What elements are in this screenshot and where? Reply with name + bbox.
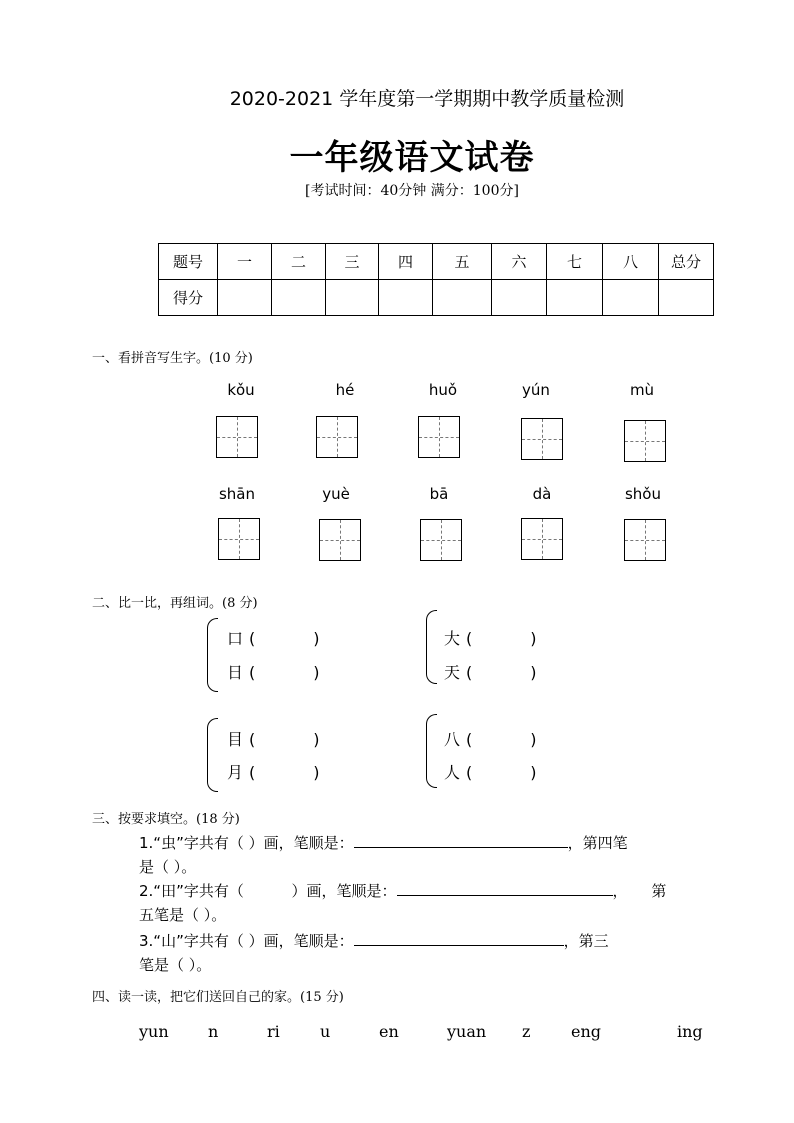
paren-close: ): [313, 663, 320, 682]
question-text: ， 第: [612, 882, 667, 900]
syllable-card[interactable]: ing: [677, 1022, 703, 1041]
paren-open: (: [466, 629, 473, 648]
syllable-card[interactable]: eng: [571, 1022, 602, 1041]
score-cell: 八: [603, 244, 659, 280]
char-pair-item: [444, 727, 546, 750]
stroke-order-blank[interactable]: [354, 833, 568, 848]
pinyin-label: yún: [522, 381, 550, 399]
char: 口: [227, 629, 244, 648]
char-pair-item: [444, 626, 546, 649]
pinyin-label: dà: [532, 485, 552, 503]
paren-open: (: [466, 663, 473, 682]
score-cell: 一: [218, 244, 272, 280]
paren-close: ): [530, 629, 537, 648]
tianzige-box[interactable]: [316, 416, 358, 458]
score-cell: 三: [326, 244, 379, 280]
char: 八: [444, 730, 461, 749]
score-blank[interactable]: [659, 280, 714, 316]
exam-title: 一年级语文试卷: [289, 138, 535, 178]
question-text: ，第四笔: [567, 834, 628, 852]
question-3-2: [139, 880, 666, 901]
stroke-order-blank[interactable]: [397, 881, 613, 896]
char-pair-item: [227, 660, 329, 683]
paren-open: (: [249, 763, 256, 782]
paren-close: ): [313, 763, 320, 782]
tianzige-box[interactable]: [420, 519, 462, 561]
paren-open: (: [466, 730, 473, 749]
brace: [426, 610, 437, 684]
exam-info: [考试时间：40分钟 满分：100分]: [305, 183, 519, 199]
paren-open: (: [249, 663, 256, 682]
score-table-header-row: [159, 244, 714, 280]
score-table-score-row: [159, 280, 714, 316]
question-text: 2.“田”字共有（ ）画，笔顺是：: [139, 882, 397, 900]
score-cell: 题号: [159, 244, 218, 280]
question-3-1-cont: 是（ ）。: [139, 858, 197, 876]
score-blank[interactable]: [603, 280, 659, 316]
score-row-label: 得分: [159, 280, 218, 316]
question-3-3: [139, 930, 609, 951]
score-blank[interactable]: [379, 280, 433, 316]
section-1-heading: 一、看拼音写生字。(10 分): [92, 351, 253, 366]
char-pair-item: [444, 660, 546, 683]
pinyin-label: hé: [335, 381, 355, 399]
paren-close: ): [530, 663, 537, 682]
syllable-card[interactable]: en: [379, 1022, 399, 1041]
brace: [426, 714, 437, 788]
paren-close: ): [313, 730, 320, 749]
char-pair-item: [227, 760, 329, 783]
tianzige-box[interactable]: [216, 416, 258, 458]
score-cell: 四: [379, 244, 433, 280]
char-pair-item: [227, 626, 329, 649]
question-3-3-cont: 笔是（ ）。: [139, 956, 212, 974]
tianzige-box[interactable]: [521, 418, 563, 460]
pinyin-label: yuè: [322, 485, 350, 503]
syllable-card[interactable]: z: [522, 1022, 531, 1041]
char: 月: [227, 763, 244, 782]
pinyin-label: kǒu: [227, 381, 255, 399]
tianzige-box[interactable]: [218, 518, 260, 560]
score-blank[interactable]: [492, 280, 547, 316]
tianzige-box[interactable]: [319, 519, 361, 561]
char-pair-item: [227, 727, 329, 750]
syllable-card[interactable]: yuan: [447, 1022, 487, 1041]
tianzige-box[interactable]: [624, 420, 666, 462]
question-text: 1.“虫”字共有（ ）画，笔顺是：: [139, 834, 354, 852]
syllable-card[interactable]: ri: [267, 1022, 280, 1041]
tianzige-box[interactable]: [418, 416, 460, 458]
brace: [207, 618, 218, 692]
question-text: 3.“山”字共有（ ）画，笔顺是：: [139, 932, 354, 950]
pinyin-label: shān: [218, 485, 256, 503]
syllable-card[interactable]: n: [208, 1022, 219, 1041]
pinyin-label: huǒ: [428, 381, 458, 399]
exam-subtitle: 2020-2021 学年度第一学期期中教学质量检测: [229, 88, 625, 110]
char-pair-item: [444, 760, 546, 783]
score-blank[interactable]: [547, 280, 603, 316]
score-cell: 五: [433, 244, 492, 280]
brace: [207, 718, 218, 792]
score-blank[interactable]: [433, 280, 492, 316]
section-3-heading: 三、按要求填空。(18 分): [92, 812, 240, 827]
pinyin-label: mù: [629, 381, 655, 399]
stroke-order-blank[interactable]: [354, 931, 564, 946]
score-table: [158, 243, 714, 316]
tianzige-box[interactable]: [521, 518, 563, 560]
section-4-heading: 四、读一读，把它们送回自己的家。(15 分): [92, 990, 344, 1005]
score-cell: 七: [547, 244, 603, 280]
paren-close: ): [530, 763, 537, 782]
char: 日: [227, 663, 244, 682]
score-cell: 总分: [659, 244, 714, 280]
question-3-2-cont: 五笔是（ ）。: [139, 906, 227, 924]
pinyin-label: shǒu: [624, 485, 661, 503]
question-3-1: [139, 832, 628, 853]
pinyin-label: bā: [429, 485, 449, 503]
char: 目: [227, 730, 244, 749]
score-blank[interactable]: [218, 280, 272, 316]
char: 天: [444, 663, 461, 682]
paren-open: (: [466, 763, 473, 782]
syllable-card[interactable]: yun: [139, 1022, 169, 1041]
score-blank[interactable]: [272, 280, 326, 316]
char: 人: [444, 763, 461, 782]
syllable-card[interactable]: u: [320, 1022, 331, 1041]
tianzige-box[interactable]: [624, 519, 666, 561]
paren-open: (: [249, 730, 256, 749]
paren-open: (: [249, 629, 256, 648]
paren-close: ): [313, 629, 320, 648]
paren-close: ): [530, 730, 537, 749]
score-blank[interactable]: [326, 280, 379, 316]
char: 大: [444, 629, 461, 648]
score-cell: 二: [272, 244, 326, 280]
question-text: ，第三: [563, 932, 609, 950]
section-2-heading: 二、比一比，再组词。(8 分): [92, 596, 258, 611]
score-cell: 六: [492, 244, 547, 280]
